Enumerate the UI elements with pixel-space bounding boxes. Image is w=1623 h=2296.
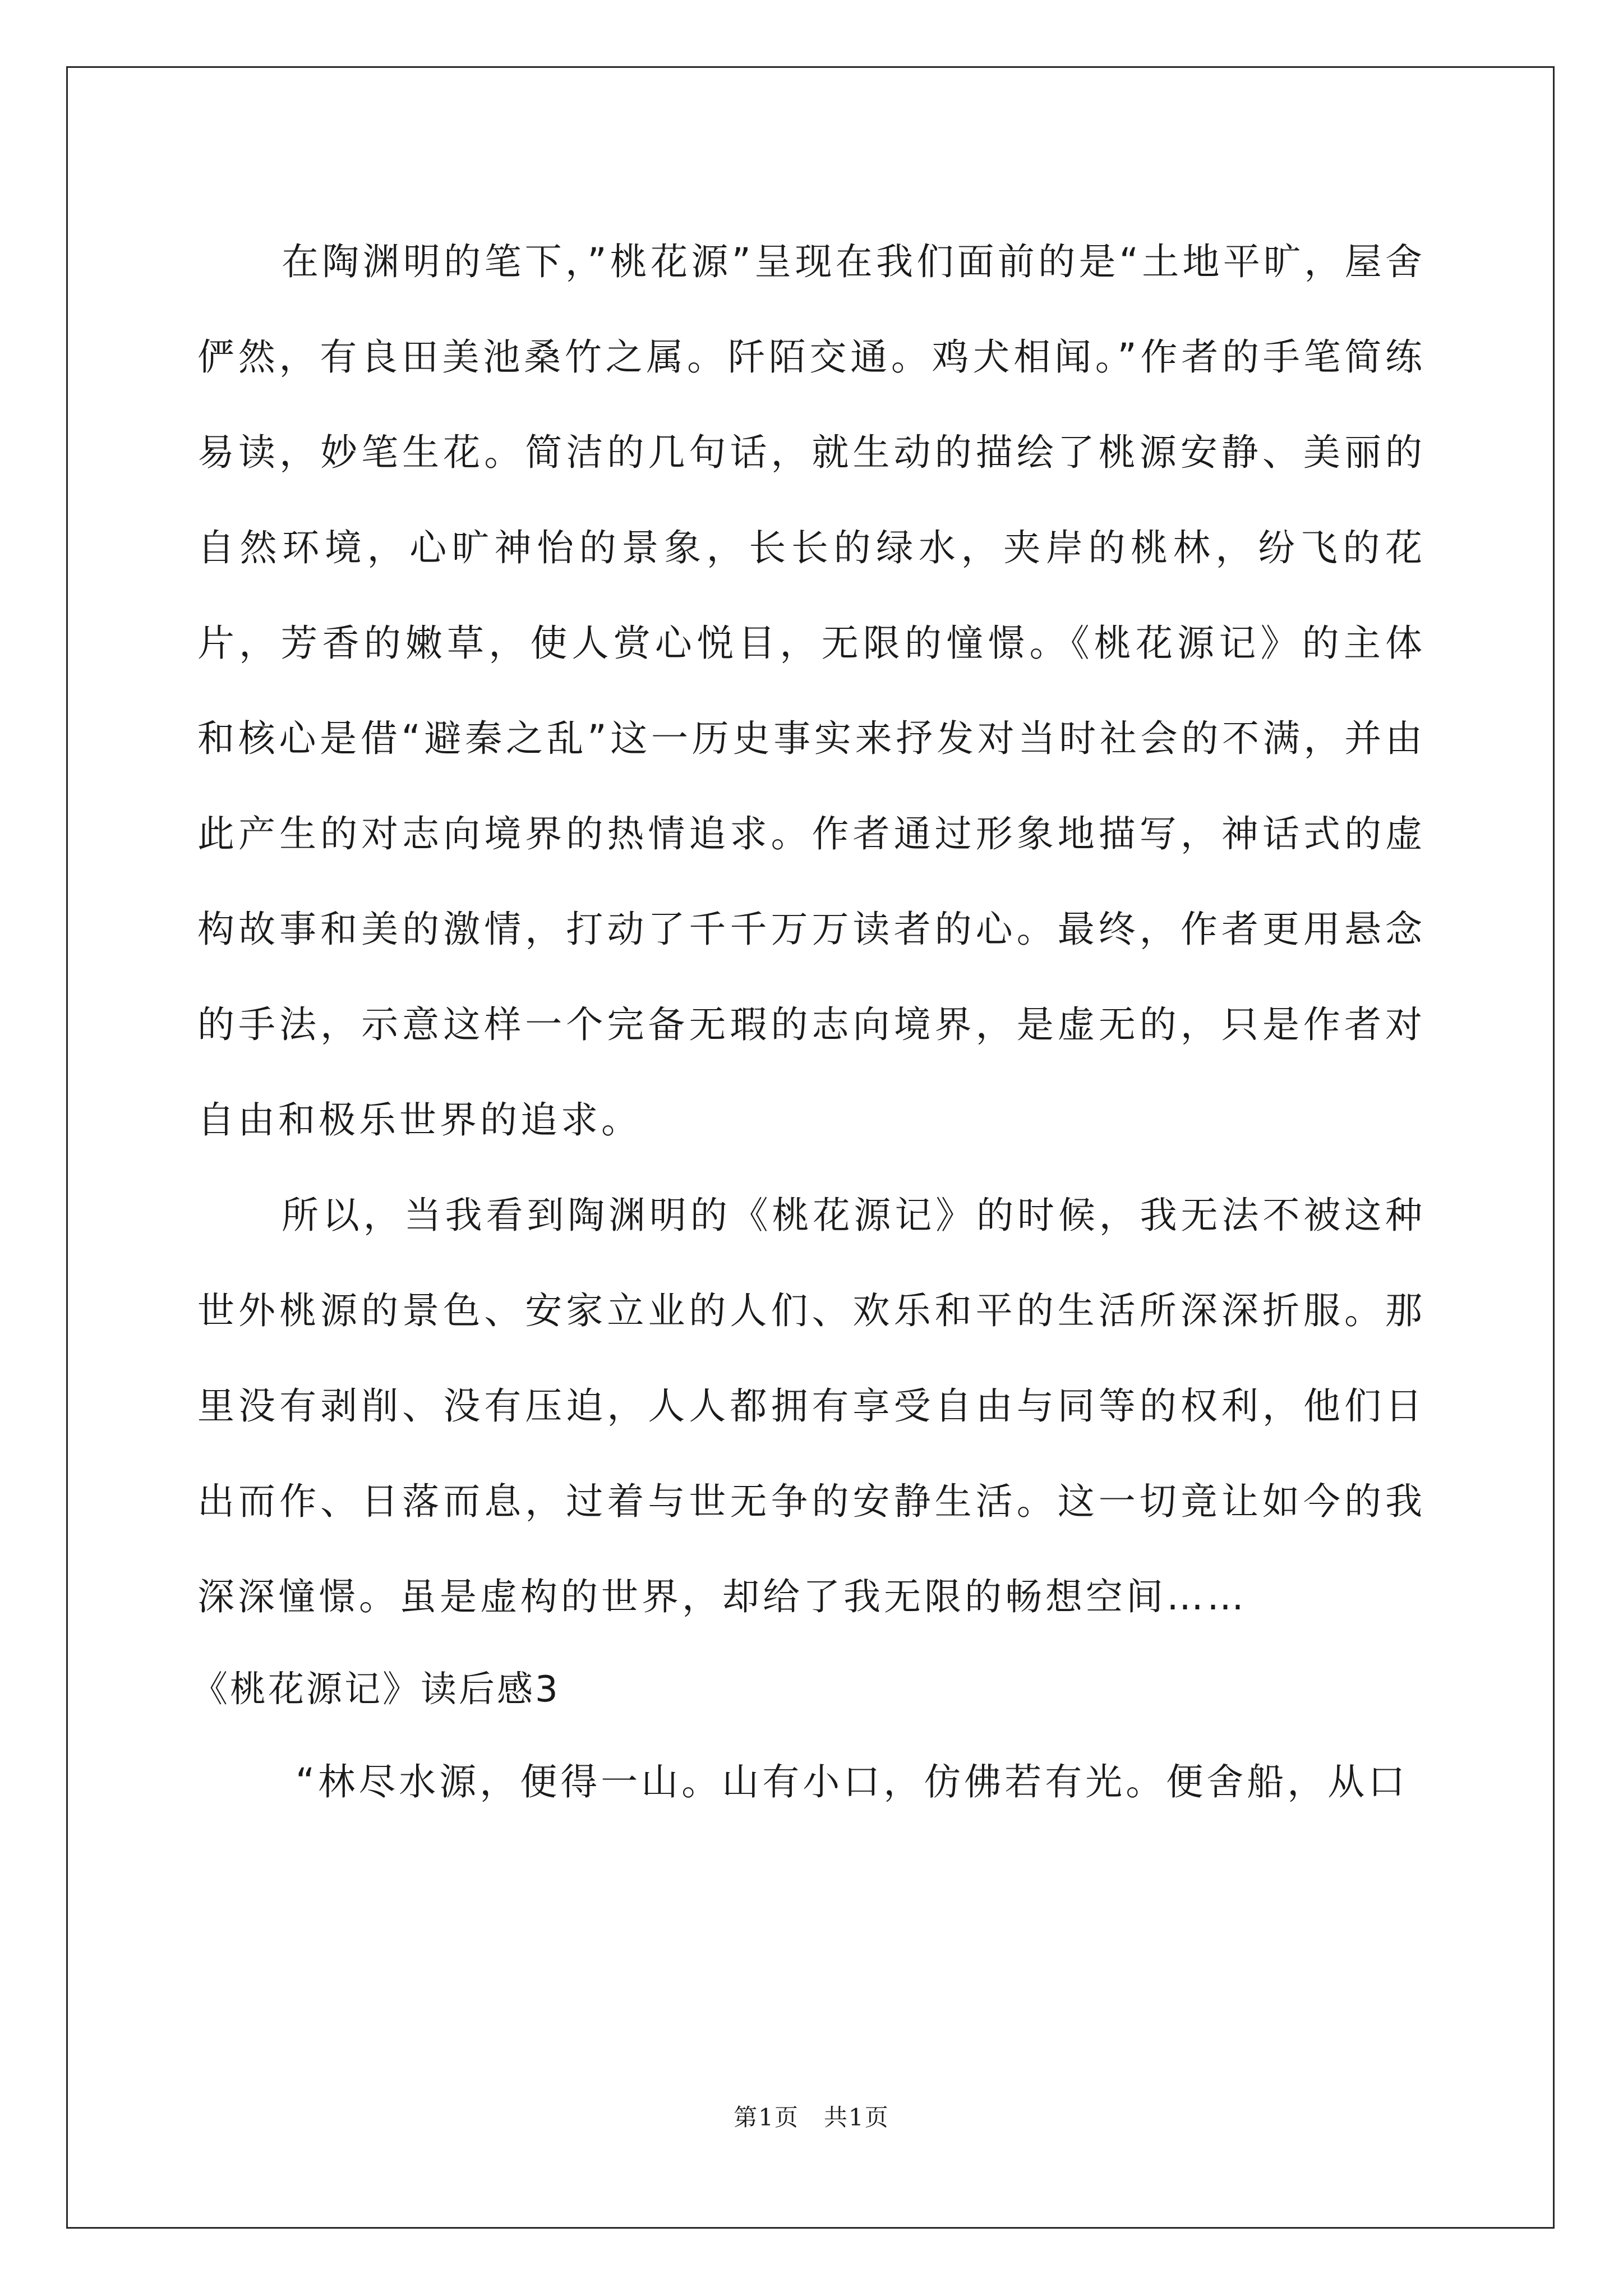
document-body xyxy=(192,214,1426,1830)
section-heading: 《桃花源记》读后感3 xyxy=(192,1669,560,1710)
paragraph-1: 在陶渊明的笔下，”桃花源”呈现在我们面前的是“土地平旷，屋舍俨然，有良田美池桑竹之属。阡陌交通。鸡犬相闻。”作者的手笔简练易读，妙笔生花。简洁的几句话，就生动的描绘了桃源安静、美丽的自然环境，心旷神怡的景象，长长的绿水，夹岸的桃林，纷飞的花片，芳香的嫩草，使人赏心悦目，无限的憧憬。《桃花源记》的主体和核心是借“避秦之乱”这一历史事实来抒发对当时社会的不满，并由此产生的对志向境界的热情追求。作者通过形象地描写，神话式的虚构故事和美的激情，打动了千千万万读者的心。最终，作者更用悬念的手法，示意这样一个完备无瑕的志向境界，是虚无的，只是作者对自由和极乐世界的追求。 xyxy=(197,240,1426,1142)
page-footer: 第1页 共1页 xyxy=(734,2104,889,2131)
paragraph-3: “林尽水源，便得一山。山有小口，仿佛若有光。便舍船，从口 xyxy=(296,1760,1409,1803)
paragraph-2: 所以，当我看到陶渊明的《桃花源记》的时候，我无法不被这种世外桃源的景色、安家立业的人们、欢乐和平的生活所深深折服。那里没有剥削、没有压迫，人人都拥有享受自由与同等的权利，他们日出而作、日落而息，过着与世无争的安静生活。这一切竟让如今的我深深憧憬。虽是虚构的世界，却给了我无限的畅想空间…… xyxy=(197,1194,1426,1618)
